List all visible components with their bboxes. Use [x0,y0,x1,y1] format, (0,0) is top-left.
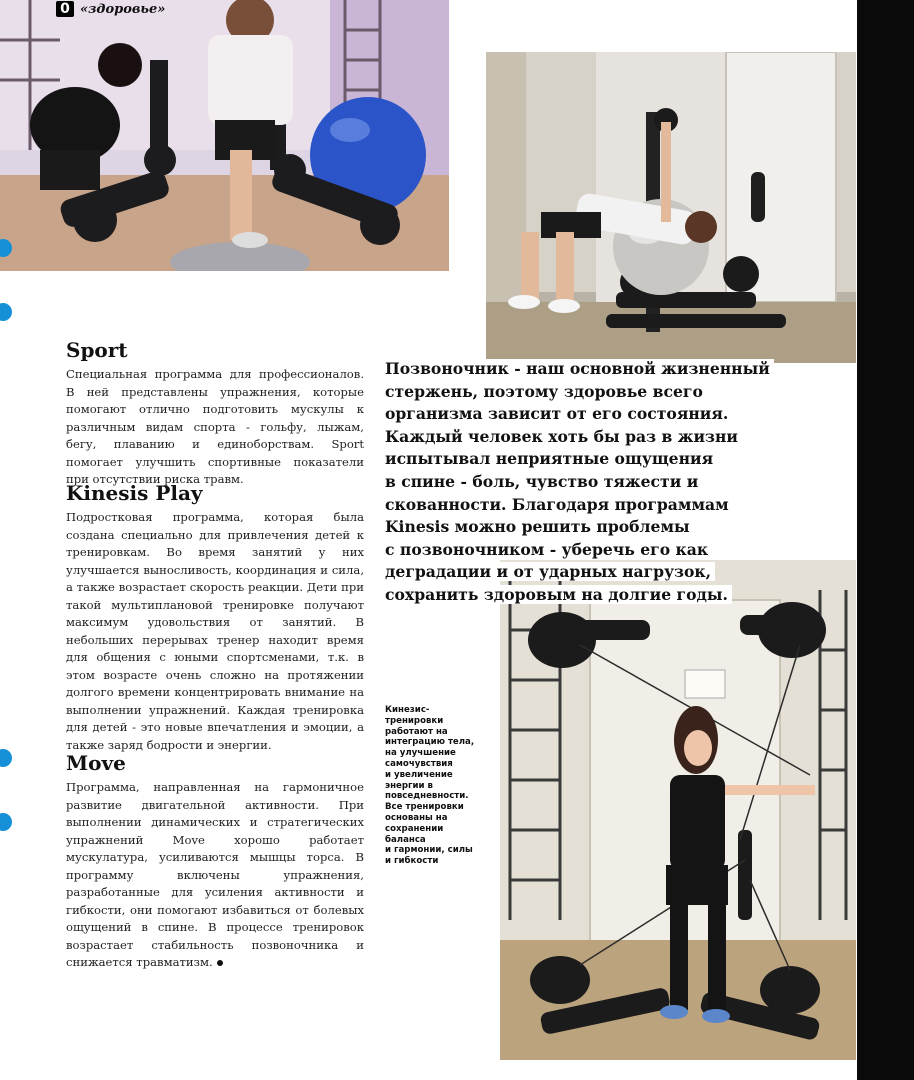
accent-dot [0,813,12,831]
caption-line: повседневности. [385,791,469,802]
caption-line: энергии в [385,780,433,791]
quote-line: стержень, поэтому здоровье всего [383,381,803,404]
quote-line: в спине - боль, чувство тяжести и [383,471,803,494]
caption-line: и увеличение [385,769,453,780]
section-move [66,751,364,972]
caption-line: интеграцию тела, [385,737,475,748]
section-title: Kinesis Play [66,481,203,505]
caption-line: Кинезис- [385,705,430,715]
quote-line: скованности. Благодаря программам [383,494,803,517]
photo-caption [385,705,485,867]
page-number: 0 [56,1,74,17]
caption-line: и гармонии, силы [385,845,473,856]
quote-line: деградации и от ударных нагрузок, [383,561,803,584]
section-title: Move [66,751,126,775]
caption-line: на улучшение [385,748,456,759]
section-body: Специальная программа для профессионалов. В ней представлены упражнения, которые помогают отлично подготовить мускулы к различным видам спорта - гольфу, лыжам, бегу, плаванию и единоборствам. Sport помогает улучшить спортивные показатели при отсутствии риска травм. [66,367,364,486]
section-sport [66,338,364,489]
quote-line: Позвоночник - наш основной жизненный [383,358,803,381]
end-of-article-mark [217,960,223,966]
section-body-text: Программа, направленная на гармоничное развитие двигательной активности. При выполнении динамических и стратегических упражнений Move хорошо работает мускулатура, усиливаются мышцы торса. В программу включены упражнения, разработанные для усиления активности и гибкости, они помогают избавиться от болевых ощущений в спине. В процессе тренировок возрастает стабильность позвоночника и снижается травматизм. [66,780,364,969]
caption-line: основаны на [385,812,448,823]
section-body [66,779,364,972]
section-tag: «здоровье» [80,1,166,17]
caption-line: и гибкости [385,856,439,867]
photo-standing-cable [500,560,856,1060]
quote-line: организма зависит от его состояния. [383,403,803,426]
section-body: Подростковая программа, которая была создана специально для привлечения детей к тренировкам. Во время занятий у них улучшается выносливость, координация и сила, а также возрастает скорость реакции. Дети при такой мультиплановой тренировке получают максимум удовольствия от занятий. В небольших перерывах тренер находит время для общения с юными спортсменами, т.к. в этом возрасте очень сложно на протяжении долгого времени концентрировать внимание на выполнении упражнений. Каждая тренировка для детей - это новые впечатления и эмоции, а также заряд бодрости и энергии. [66,510,364,752]
photo-trainer-and-teen [0,0,449,271]
caption-line: баланса [385,834,426,845]
accent-dot [0,749,12,767]
accent-dot [0,303,12,321]
photo-ball-press [486,52,856,363]
caption-line: самочувствия [385,758,453,769]
caption-line: Все тренировки [385,802,464,813]
pull-quote [383,358,803,607]
quote-line: сохранить здоровым на долгие годы. [383,584,803,607]
quote-line: Каждый человек хоть бы раз в жизни [383,426,803,449]
page-header [56,0,165,18]
quote-line: с позвоночником - уберечь его как [383,539,803,562]
page-edge-bar [857,0,914,1080]
section-title: Sport [66,338,128,362]
section-kinesis-play [66,481,364,754]
quote-line: Kinesis можно решить проблемы [383,516,803,539]
caption-line: сохранении [385,823,444,834]
caption-line: тренировки [385,715,444,726]
quote-line: испытывал неприятные ощущения [383,448,803,471]
caption-line: работают на [385,726,448,737]
